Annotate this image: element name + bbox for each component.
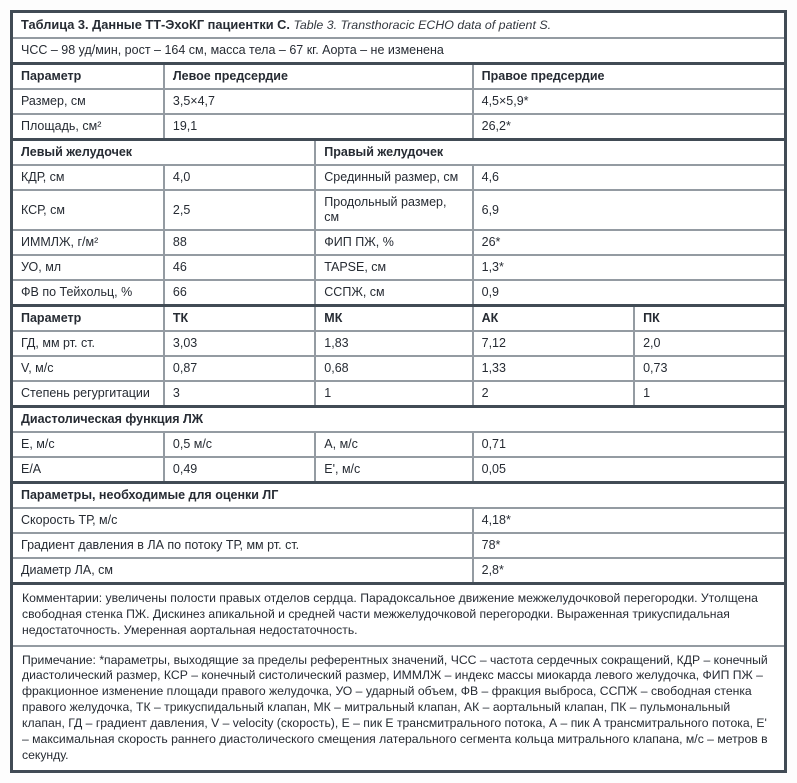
table-row (12, 280, 786, 306)
valves-header-param: Параметр (12, 306, 164, 332)
value-cell: 7,12 (473, 331, 634, 356)
value-cell: 2,0 (634, 331, 785, 356)
value-cell: 6,9 (473, 190, 786, 230)
table-row (12, 356, 786, 381)
value-cell: 2,8* (473, 558, 786, 584)
valves-header-row (12, 306, 786, 332)
rv-header: Правый желудочек (315, 140, 785, 166)
table-row (12, 114, 786, 140)
value-cell: 4,6 (473, 165, 786, 190)
value-cell: 88 (164, 230, 315, 255)
param-cell: Е', м/с (315, 457, 472, 483)
param-cell: Е/А (12, 457, 164, 483)
value-cell: 4,5×5,9* (473, 89, 786, 114)
note-text: Примечание: *параметры, выходящие за пределы референтных значений, ЧСС – частота сердечных сокращений, КДР – конечный диастолический размер, КСР – конечный систолический размер, ИММЛЖ – индекс массы миокарда левого желудочка, ФИП ПЖ – фракционное изменение площади правого желудочка, УО – ударный объем, ФВ – фракция выброса, ССПЖ – свободная стенка правого желудочка, ТК – трикуспидальный клапан, МК – митральный клапан, АК – аортальный клапан, ПК – пульмональный клапан, ГД – градиент давления, V – velocity (скорость), Е – пик Е трансмитрального потока, А – пик А трансмитрального потока, Е' – максимальная скорость раннего диастолического смещения латерального сегмента кольца митрального клапана, м/с – метров в секунду. (12, 646, 786, 772)
param-cell: TAPSE, см (315, 255, 472, 280)
ph-header-row (12, 483, 786, 509)
value-cell: 46 (164, 255, 315, 280)
table-row (12, 230, 786, 255)
value-cell: 0,05 (473, 457, 786, 483)
value-cell: 1 (634, 381, 785, 407)
table-row (12, 558, 786, 584)
param-cell: УО, мл (12, 255, 164, 280)
table-row (12, 190, 786, 230)
value-cell: 1,83 (315, 331, 472, 356)
param-cell: V, м/с (12, 356, 164, 381)
param-cell: Градиент давления в ЛА по потоку ТР, мм рт. ст. (12, 533, 473, 558)
echo-table (10, 10, 787, 773)
param-cell: Диаметр ЛА, см (12, 558, 473, 584)
valves-header-mk: МК (315, 306, 472, 332)
patient-info-row (12, 38, 786, 64)
value-cell: 0,87 (164, 356, 315, 381)
value-cell: 2,5 (164, 190, 315, 230)
value-cell: 0,5 м/с (164, 432, 315, 457)
valves-header-ak: АК (473, 306, 634, 332)
value-cell: 26* (473, 230, 786, 255)
value-cell: 19,1 (164, 114, 473, 140)
value-cell: 0,71 (473, 432, 786, 457)
table-row (12, 89, 786, 114)
table-title (12, 12, 786, 39)
param-cell: Степень регургитации (12, 381, 164, 407)
atria-header-param: Параметр (12, 64, 164, 90)
comments-row (12, 584, 786, 646)
param-cell: Срединный размер, см (315, 165, 472, 190)
table-title-ru: Таблица 3. Данные ТТ-ЭхоКГ пациентки С. (21, 17, 290, 32)
ventricles-header-row (12, 140, 786, 166)
value-cell: 1,3* (473, 255, 786, 280)
param-cell: Скорость ТР, м/с (12, 508, 473, 533)
value-cell: 0,73 (634, 356, 785, 381)
atria-header-left: Левое предсердие (164, 64, 473, 90)
value-cell: 78* (473, 533, 786, 558)
table-row (12, 255, 786, 280)
value-cell: 26,2* (473, 114, 786, 140)
note-row (12, 646, 786, 772)
param-cell: Продольный размер, см (315, 190, 472, 230)
value-cell: 0,49 (164, 457, 315, 483)
diastolic-header-row (12, 407, 786, 433)
valves-header-pk: ПК (634, 306, 785, 332)
value-cell: 2 (473, 381, 634, 407)
param-cell: Е, м/с (12, 432, 164, 457)
value-cell: 3,5×4,7 (164, 89, 473, 114)
value-cell: 3,03 (164, 331, 315, 356)
diastolic-header: Диастолическая функция ЛЖ (12, 407, 786, 433)
value-cell: 0,68 (315, 356, 472, 381)
value-cell: 66 (164, 280, 315, 306)
value-cell: 3 (164, 381, 315, 407)
param-cell: ФВ по Тейхольц, % (12, 280, 164, 306)
value-cell: 4,0 (164, 165, 315, 190)
table-row (12, 331, 786, 356)
table-row (12, 165, 786, 190)
valves-header-tk: ТК (164, 306, 315, 332)
value-cell: 1 (315, 381, 472, 407)
param-cell: Площадь, см² (12, 114, 164, 140)
value-cell: 0,9 (473, 280, 786, 306)
param-cell: А, м/с (315, 432, 472, 457)
param-cell: ФИП ПЖ, % (315, 230, 472, 255)
table-row (12, 457, 786, 483)
param-cell: ССПЖ, см (315, 280, 472, 306)
title-row (12, 12, 786, 39)
atria-header-row (12, 64, 786, 90)
comments-text: Комментарии: увеличены полости правых отделов сердца. Парадоксальное движение межжелудочковой перегородки. Утолщена свободная стенка ПЖ. Дискинез апикальной и средней части межжелудочковой перегородки. Выраженная трикуспидальная недостаточность. Умеренная аортальная недостаточность. (12, 584, 786, 646)
lv-header: Левый желудочек (12, 140, 316, 166)
ph-header: Параметры, необходимые для оценки ЛГ (12, 483, 786, 509)
param-cell: Размер, см (12, 89, 164, 114)
table-row (12, 533, 786, 558)
param-cell: ГД, мм рт. ст. (12, 331, 164, 356)
value-cell: 4,18* (473, 508, 786, 533)
value-cell: 1,33 (473, 356, 634, 381)
table-row (12, 381, 786, 407)
atria-header-right: Правое предсердие (473, 64, 786, 90)
table-row (12, 432, 786, 457)
patient-info: ЧСС – 98 уд/мин, рост – 164 см, масса тела – 67 кг. Аорта – не изменена (12, 38, 786, 64)
param-cell: ИММЛЖ, г/м² (12, 230, 164, 255)
table-title-en: Table 3. Transthoracic ECHO data of patient S. (293, 18, 552, 32)
param-cell: КДР, см (12, 165, 164, 190)
table-row (12, 508, 786, 533)
param-cell: КСР, см (12, 190, 164, 230)
